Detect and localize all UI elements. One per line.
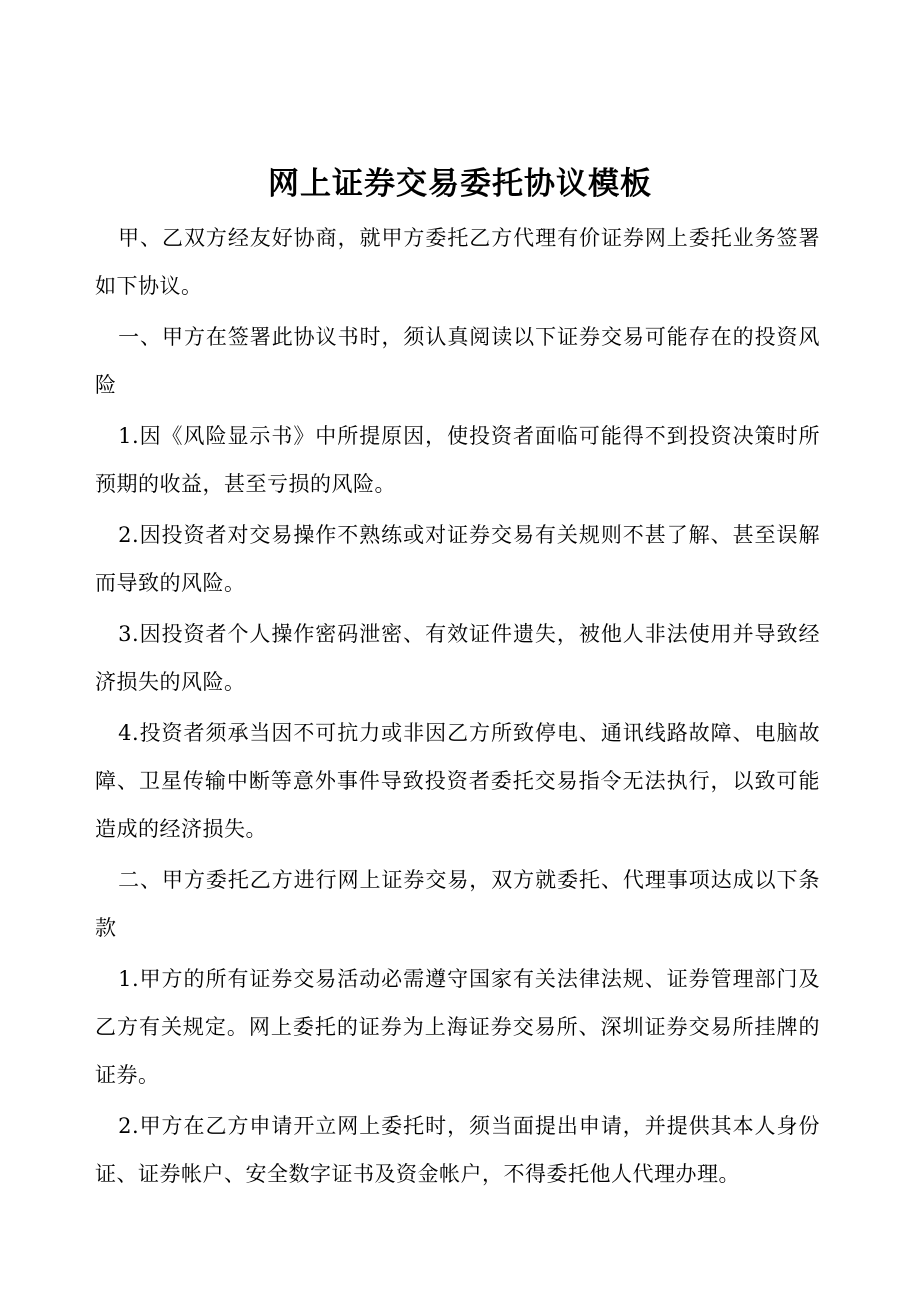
paragraph-clause-1: 1.甲方的所有证券交易活动必需遵守国家有关法律法规、证券管理部门及乙方有关规定。网上委托的证券为上海证券交易所、深圳证券交易所挂牌的证券。 (95, 967, 820, 1087)
paragraph-risk-2: 2.因投资者对交易操作不熟练或对证券交易有关规则不甚了解、甚至误解而导致的风险。 (95, 523, 820, 595)
paragraph-intro: 甲、乙双方经友好协商，就甲方委托乙方代理有价证券网上委托业务签署如下协议。 (95, 226, 820, 298)
paragraph-section-one-heading: 一、甲方在签署此协议书时，须认真阅读以下证券交易可能存在的投资风险 (95, 325, 820, 397)
paragraph-clause-2: 2.甲方在乙方申请开立网上委托时，须当面提出申请，并提供其本人身份证、证券帐户、安全数字证书及资金帐户，不得委托他人代理办理。 (95, 1114, 820, 1186)
paragraph-risk-1: 1.因《风险显示书》中所提原因，使投资者面临可能得不到投资决策时所预期的收益，甚至亏损的风险。 (95, 424, 820, 496)
paragraph-risk-4: 4.投资者须承当因不可抗力或非因乙方所致停电、通讯线路故障、电脑故障、卫星传输中断等意外事件导致投资者委托交易指令无法执行，以致可能造成的经济损失。 (95, 721, 820, 841)
paragraph-risk-3: 3.因投资者个人操作密码泄密、有效证件遗失，被他人非法使用并导致经济损失的风险。 (95, 622, 820, 694)
document-body (95, 214, 820, 1201)
paragraph-section-two-heading: 二、甲方委托乙方进行网上证券交易，双方就委托、代理事项达成以下条款 (95, 868, 820, 940)
document-title: 网上证券交易委托协议模板 (268, 166, 652, 202)
